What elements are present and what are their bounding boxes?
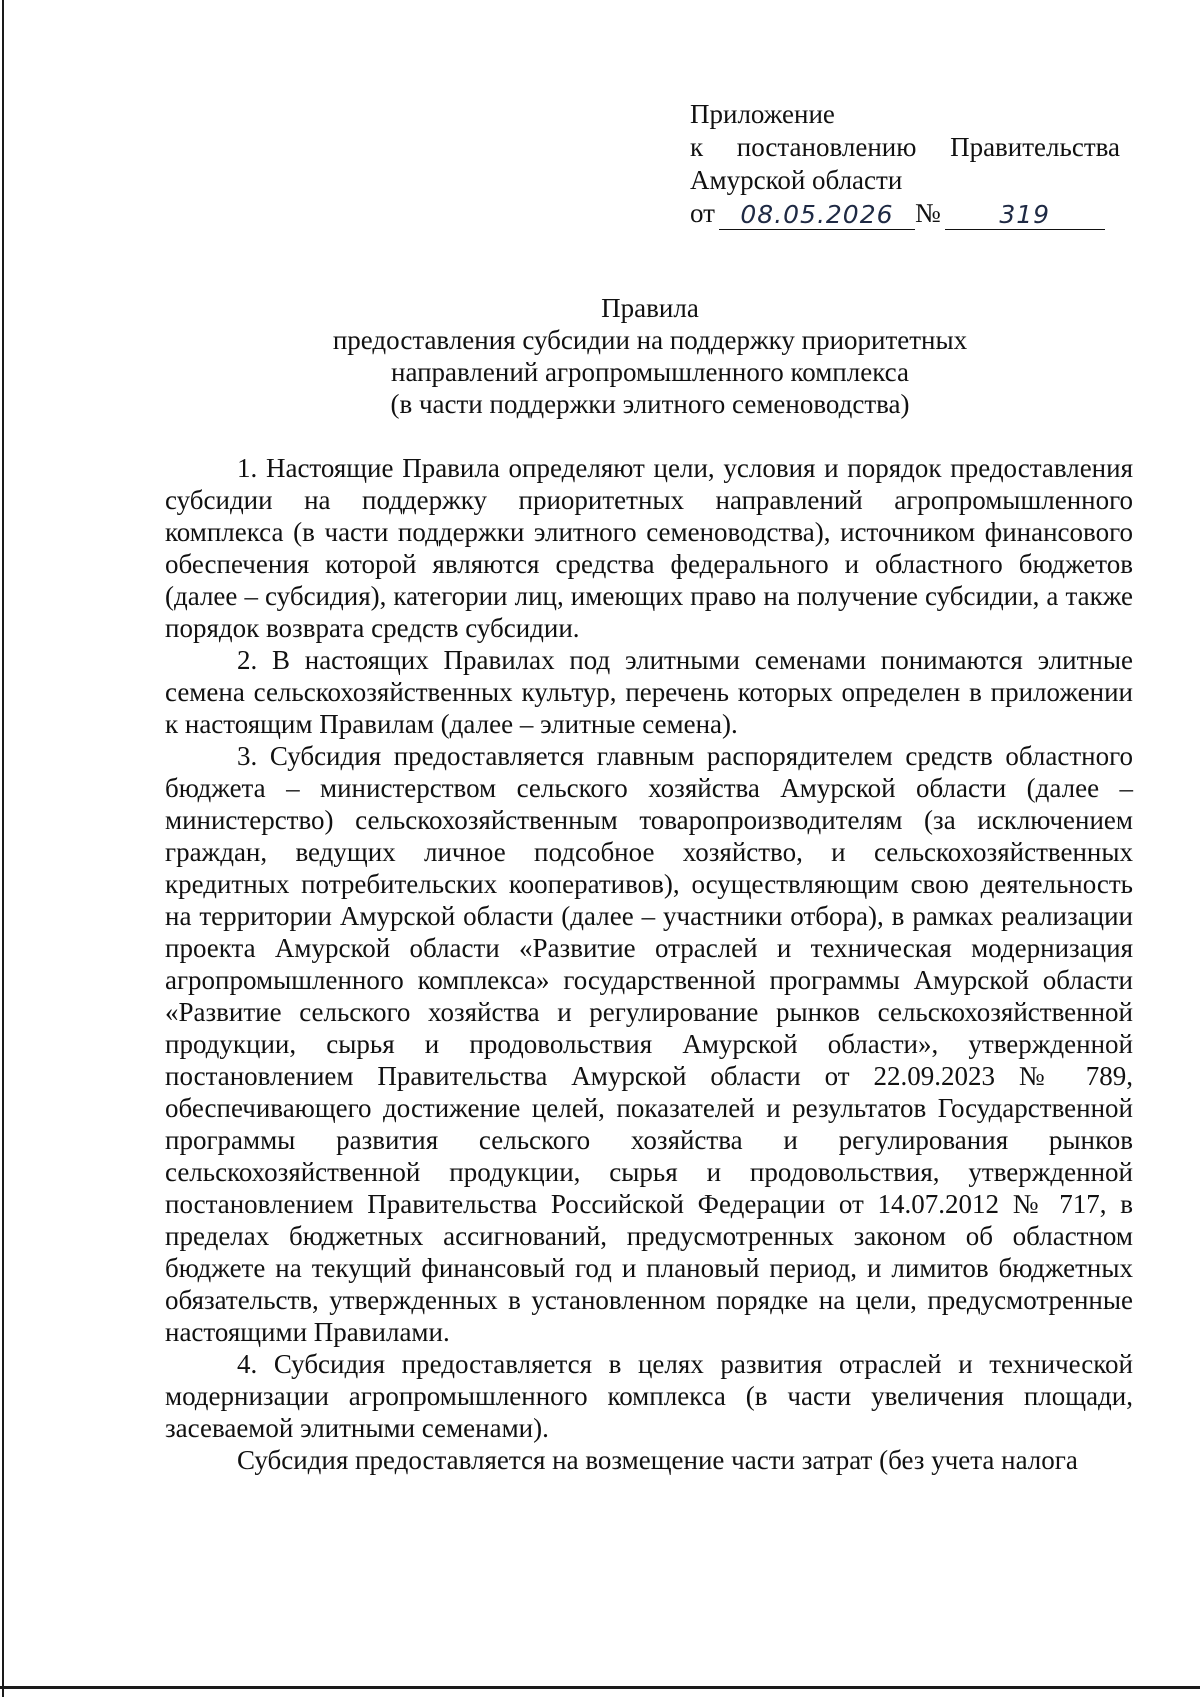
paragraph-1: 1. Настоящие Правила определяют цели, условия и порядок предоставления субсидии на поддержку приоритетных направлений агропромышленного комплекса (в части поддержки элитного семеноводства), источником финансового обеспечения которой являются средства федерального и областного бюджетов (далее – субсидия), категории лиц, имеющих право на получение субсидии, а также порядок возврата средств субсидии.	[165, 453, 1133, 643]
paragraph-2: 2. В настоящих Правилах под элитными семенами понимаются элитные семена сельскохозяйственных культур, перечень которых определен в приложении к настоящим Правилам (далее – элитные семена).	[165, 645, 1133, 739]
paragraph-4: 4. Субсидия предоставляется в целях развития отраслей и технической модернизации агропромышленного комплекса (в части увеличения площади, засеваемой элитными семенами).	[165, 1349, 1133, 1443]
title-line-3: направлений агропромышленного комплекса	[391, 357, 909, 387]
paragraph-5: Субсидия предоставляется на возмещение части затрат (без учета налога	[237, 1445, 1078, 1475]
title-line-4: (в части поддержки элитного семеноводства)	[390, 389, 910, 419]
document-body	[165, 452, 1133, 1476]
number-prefix: №	[914, 198, 941, 228]
title-line-1: Правила	[601, 293, 699, 323]
scan-edge-left	[2, 0, 4, 1697]
document-title	[160, 292, 1140, 420]
resolution-reference: к постановлению Правительства	[690, 132, 1120, 162]
handwritten-number: 319	[945, 201, 1105, 230]
date-number-line	[690, 197, 1130, 230]
date-prefix: от	[690, 198, 715, 228]
title-line-2: предоставления субсидии на поддержку приоритетных	[332, 325, 968, 355]
handwritten-date: 08.05.2026	[719, 201, 915, 230]
scan-edge-bottom	[0, 1686, 1200, 1689]
paragraph-3: 3. Субсидия предоставляется главным распорядителем средств областного бюджета – министерством сельского хозяйства Амурской области (далее – министерство) сельскохозяйственным товаропроизводителям (за исключением граждан, ведущих личное подсобное хозяйство, и сельскохозяйственных кредитных потребительских кооперативов), осуществляющим свою деятельность на территории Амурской области (далее – участники отбора), в рамках реализации проекта Амурской области «Развитие отраслей и техническая модернизация агропромышленного комплекса» государственной программы Амурской области «Развитие сельского хозяйства и регулирование рынков сельскохозяйственной продукции, сырья и продовольствия Амурской области», утвержденной постановлением Правительства Амурской области от 22.09.2023 № 789, обеспечивающего достижение целей, показателей и результатов Государственной программы развития сельского хозяйства и регулирования рынков сельскохозяйственной продукции, сырья и продовольствия, утвержденной постановлением Правительства Российской Федерации от 14.07.2012 № 717, в пределах бюджетных ассигнований, предусмотренных законом об областном бюджете на текущий финансовый год и плановый период, и лимитов бюджетных обязательств, утвержденных в установленном порядке на цели, предусмотренные настоящими Правилами.	[165, 741, 1133, 1347]
appendix-label: Приложение	[690, 99, 835, 129]
appendix-header	[690, 98, 1130, 230]
region-name: Амурской области	[690, 165, 903, 195]
